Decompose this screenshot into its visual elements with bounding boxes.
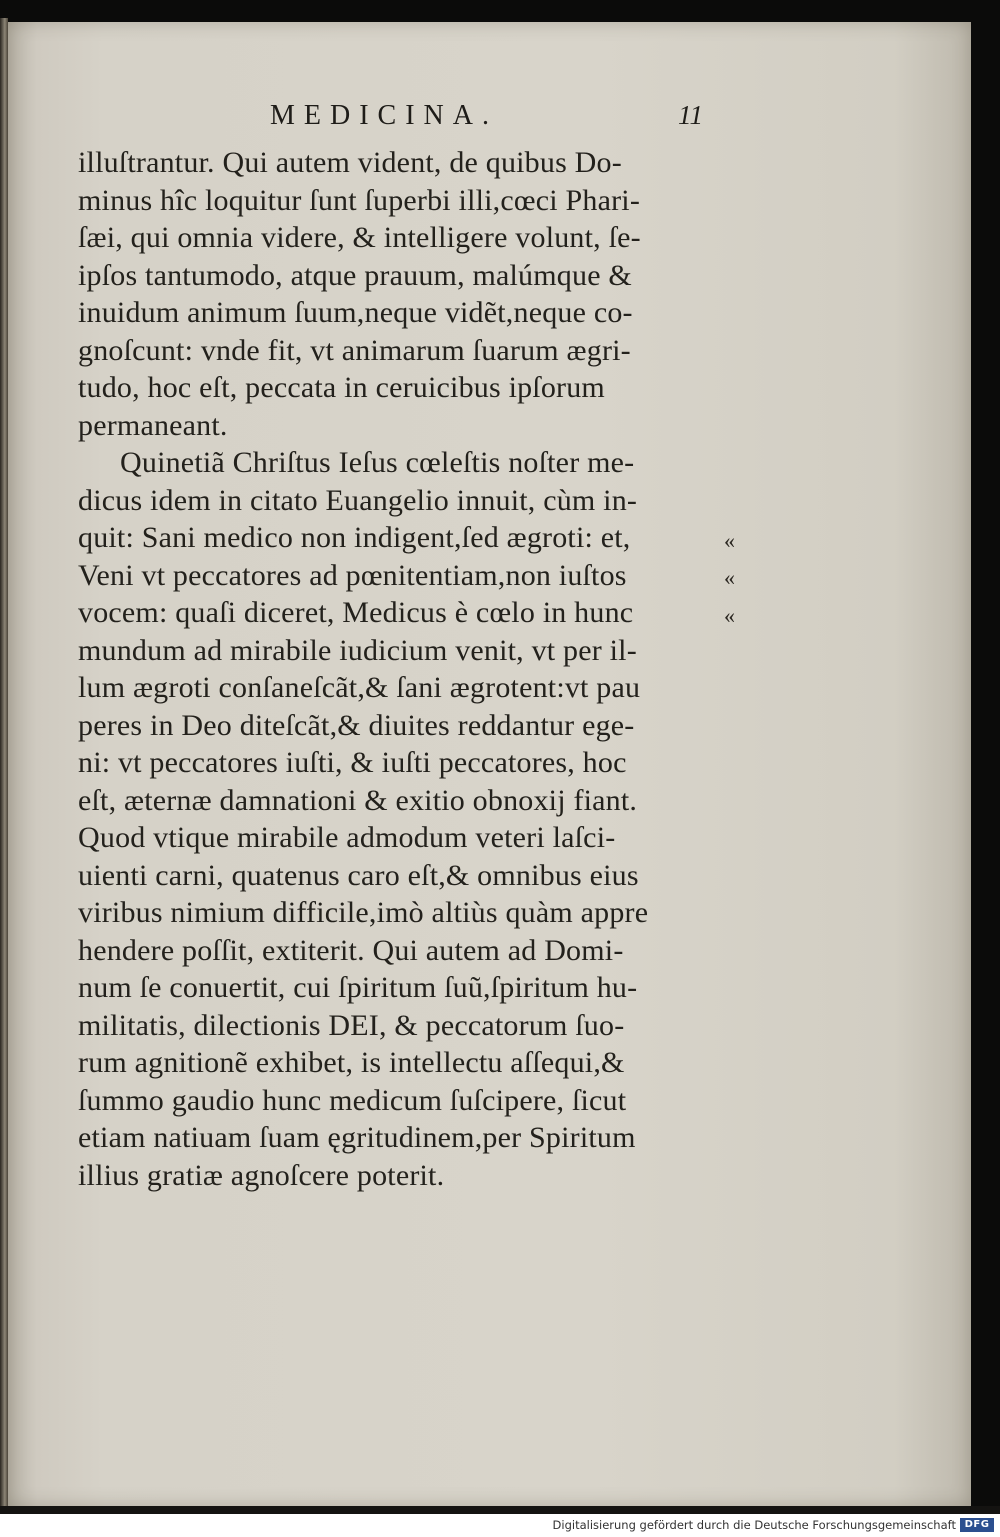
- book-page: [8, 22, 971, 1506]
- text-line: mundum ad mirabile iudicium venit, vt per il-: [78, 633, 637, 667]
- footer-bar: [0, 1514, 1000, 1537]
- text-line: viribus nimium difficile,imò altiùs quàm appre: [78, 896, 649, 929]
- page-edge: [0, 18, 8, 1508]
- text-line: lum ægroti conſaneſcãt,& ſani ægrotent:vt pau: [78, 671, 641, 704]
- dfg-logo-icon: DFG: [960, 1518, 994, 1532]
- text-line: Quinetiã Chriſtus Ieſus cœleſtis noſter me-: [120, 446, 635, 479]
- text-line: ſummo gaudio hunc medicum ſuſcipere, ſicut: [78, 1083, 627, 1117]
- text-line: illuſtrantur. Qui autem vident, de quibus Do-: [78, 146, 622, 179]
- text-line: quit: Sani medico non indigent,ſed ægroti: et,: [78, 521, 631, 554]
- funding-credit: Digitalisierung gefördert durch die Deutsche Forschungsgemeinschaft: [552, 1518, 956, 1532]
- text-line: dicus idem in citato Euangelio innuit, cùm in-: [78, 483, 638, 517]
- text-line: vocem: quaſi diceret, Medicus è cœlo in hunc: [78, 596, 634, 629]
- text-line: minus hîc loquitur ſunt ſuperbi illi,cœci Phari-: [78, 183, 641, 217]
- text-line: rum agnitionẽ exhibet, is intellectu aſſequi,&: [78, 1046, 625, 1079]
- text-line: illius gratiæ agnoſcere poterit.: [78, 1158, 445, 1192]
- margin-quote-mark: «: [724, 603, 735, 628]
- text-line: gnoſcunt: vnde fit, vt animarum ſuarum ægri-: [78, 333, 631, 367]
- text-line: ſæi, qui omnia videre, & intelligere volunt, ſe-: [78, 221, 641, 254]
- margin-quote-mark: «: [724, 565, 735, 590]
- page-header: [8, 100, 971, 140]
- text-line: permaneant.: [78, 408, 228, 442]
- text-line: Veni vt peccatores ad pœnitentiam,non iuſtos: [78, 558, 627, 592]
- text-line: peres in Deo diteſcãt,& diuites reddantur ege-: [78, 708, 635, 742]
- text-line: hendere poſſit, extiterit. Qui autem ad Domi-: [78, 933, 624, 967]
- page-bottom-edge: [0, 1506, 1000, 1514]
- text-line: inuidum animum ſuum,neque vidẽt,neque co-: [78, 296, 633, 329]
- text-line: num ſe conuertit, cui ſpiritum ſuũ,ſpiritum hu-: [78, 971, 638, 1004]
- text-line: Quod vtique mirabile admodum veteri laſci-: [78, 821, 616, 854]
- running-head: MEDICINA.: [270, 100, 498, 131]
- margin-quote-mark: «: [724, 528, 735, 553]
- text-line: ipſos tantumodo, atque prauum, malúmque &: [78, 258, 632, 292]
- text-line: ni: vt peccatores iuſti, & iuſti peccatores, hoc: [78, 746, 627, 779]
- text-line: militatis, dilectionis DEI, & peccatorum ſuo-: [78, 1008, 625, 1042]
- text-block: [78, 144, 718, 1194]
- text-line: eſt, æternæ damnationi & exitio obnoxij fiant.: [78, 783, 638, 817]
- text-line: etiam natiuam ſuam ęgritudinem,per Spiritum: [78, 1121, 636, 1154]
- page-number: 11: [678, 100, 703, 130]
- text-line: tudo, hoc eſt, peccata in ceruicibus ipſorum: [78, 371, 605, 404]
- text-line: uienti carni, quatenus caro eſt,& omnibus eius: [78, 858, 639, 892]
